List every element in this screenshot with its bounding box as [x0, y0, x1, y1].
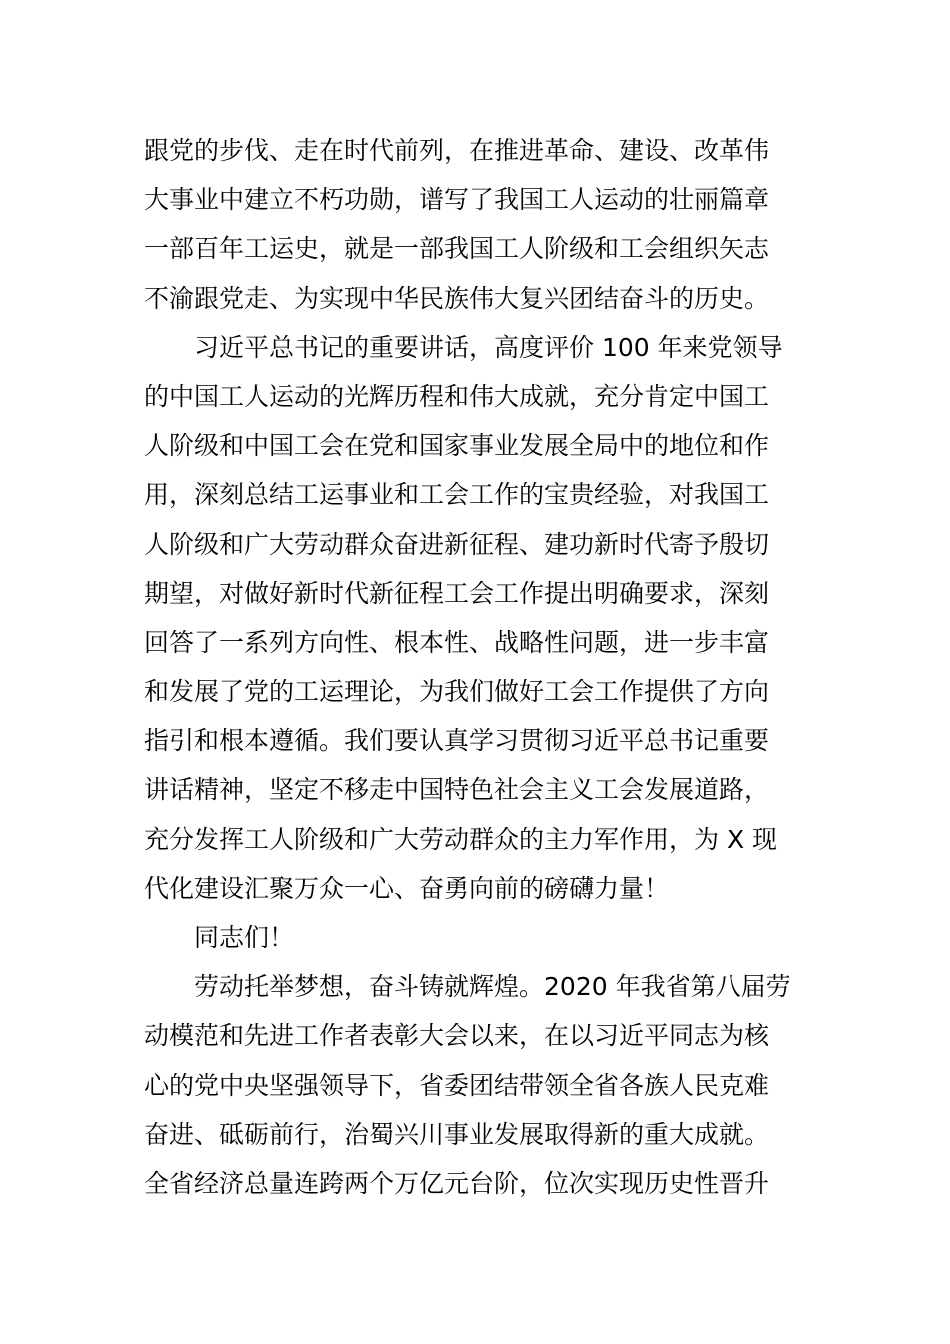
text-line: 和发展了党的工运理论，为我们做好工会工作提供了方向	[144, 677, 770, 707]
text-line: 动模范和先进工作者表彰大会以来，在以习近平同志为核	[144, 1021, 770, 1051]
text-line: 期望，对做好新时代新征程工会工作提出明确要求，深刻	[144, 578, 770, 608]
text-line: 人阶级和中国工会在党和国家事业发展全局中的地位和作	[144, 431, 770, 461]
body-text	[144, 126, 824, 1208]
text-line: 的中国工人运动的光辉历程和伟大成就，充分肯定中国工	[144, 381, 770, 411]
text-line: 全省经济总量连跨两个万亿元台阶，位次实现历史性晋升	[144, 1168, 770, 1198]
text-line: 指引和根本遵循。我们要认真学习贯彻习近平总书记重要	[144, 726, 770, 756]
text-line: 代化建设汇聚万众一心、奋勇向前的磅礴力量！	[144, 873, 670, 903]
salutation-line: 同志们！	[194, 923, 295, 952]
text-line: 奋进、砥砺前行，治蜀兴川事业发展取得新的重大成就。	[144, 1119, 770, 1149]
text-line: 人阶级和广大劳动群众奋进新征程、建功新时代寄予殷切	[144, 529, 770, 559]
paragraph-start-line: 习近平总书记的重要讲话，高度评价 100 年来党领导	[194, 332, 783, 362]
text-line: 回答了一系列方向性、根本性、战略性问题，进一步丰富	[144, 627, 770, 657]
text-line: 用，深刻总结工运事业和工会工作的宝贵经验，对我国工	[144, 480, 770, 510]
text-line: 大事业中建立不朽功勋，谱写了我国工人运动的壮丽篇章	[144, 185, 770, 215]
text-line: 不渝跟党走、为实现中华民族伟大复兴团结奋斗的历史。	[144, 283, 770, 313]
paragraph-start-line: 劳动托举梦想，奋斗铸就辉煌。2020 年我省第八届劳	[194, 972, 791, 1002]
text-line: 一部百年工运史，就是一部我国工人阶级和工会组织矢志	[144, 234, 770, 264]
text-line: 心的党中央坚强领导下，省委团结带领全省各族人民克难	[144, 1070, 770, 1100]
text-line: 讲话精神，坚定不移走中国特色社会主义工会发展道路，	[144, 775, 770, 805]
text-line: 充分发挥工人阶级和广大劳动群众的主力军作用，为 X 现	[144, 824, 778, 854]
text-line: 跟党的步伐、走在时代前列，在推进革命、建设、改革伟	[144, 136, 770, 165]
